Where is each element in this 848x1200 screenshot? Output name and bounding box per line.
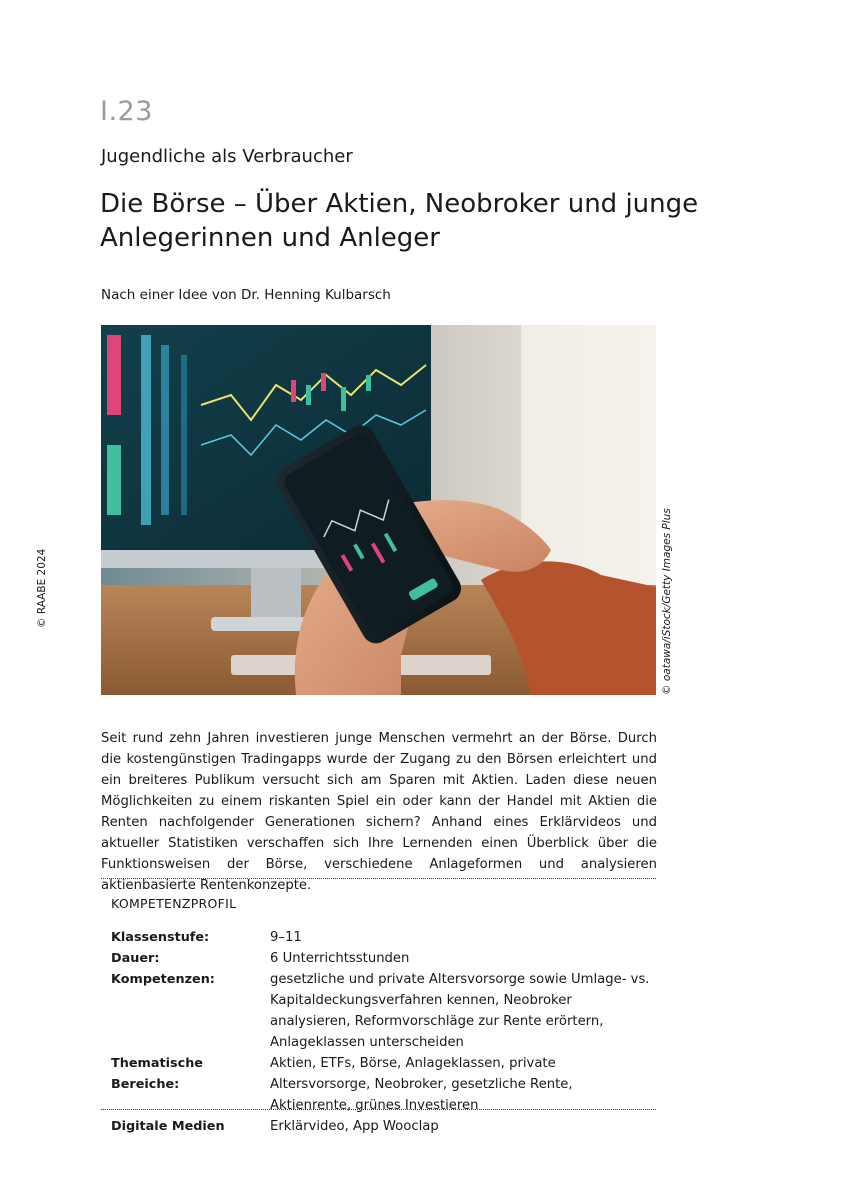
profile-value: 6 Unterrichtsstunden (270, 951, 410, 966)
profile-row-media (111, 1116, 656, 1137)
profile-key: Kompetenzen: (111, 972, 215, 987)
profile-row-competences (111, 969, 656, 1053)
profile-key: Dauer: (111, 951, 160, 966)
profile-value: gesetzliche und private Altersvorsorge sowie Umlage- vs. Kapitaldeckungsverfahren kennen, Neobroker analysieren, Reformvorschläge zur Rente erörtern, Anlageklassen unterscheiden (270, 972, 650, 1050)
image-credit: © oatawa/iStock/Getty Images Plus (661, 508, 673, 695)
profile-key: Klassenstufe: (111, 930, 210, 945)
page-title: Die Börse – Über Aktien, Neobroker und junge Anlegerinnen und Anleger (100, 189, 699, 253)
profile-value: Erklärvideo, App Wooclap (270, 1119, 439, 1134)
series-title: Jugendliche als Verbraucher (101, 146, 353, 167)
profile-value: 9–11 (270, 930, 302, 945)
intro-paragraph: Seit rund zehn Jahren investieren junge Menschen vermehrt an der Börse. Durch die kostengünstigen Tradingapps wurde der Zugang zu den Börsen erleichtert und ein breiteres Publikum versucht sich am Sparen mit Aktien. Laden diese neuen Möglichkeiten zu einem riskanten Spiel ein oder kann der Handel mit Aktien die Renten nachfolgender Generationen sichern? Anhand eines Erklärvideos und aktueller Statistiken verschaffen sich Ihre Lernenden einen Überblick über die Funktionsweisen der Börse, verschiedene Anlageformen und analysieren aktienbasierte Rentenkonzepte. (101, 731, 657, 893)
copyright-notice: © RAABE 2024 (36, 548, 48, 628)
profile-value: Aktien, ETFs, Börse, Anlageklassen, private Altersvorsorge, Neobroker, gesetzliche Rente, Aktienrente, grünes Investieren (270, 1056, 573, 1113)
profile-key: Digitale Medien (111, 1119, 225, 1134)
profile-key: Thematische Bereiche: (111, 1056, 203, 1092)
profile-heading: KOMPETENZPROFIL (111, 896, 237, 911)
profile-row-duration (111, 948, 656, 969)
divider-top (101, 878, 656, 879)
competence-profile (111, 896, 656, 1137)
divider-bottom (101, 1109, 656, 1110)
author-note: Nach einer Idee von Dr. Henning Kulbarsch (101, 287, 391, 303)
profile-row-topics (111, 1053, 656, 1116)
unit-number: I.23 (100, 96, 153, 127)
profile-row-grade (111, 927, 656, 948)
stock-trading-photo (101, 325, 656, 695)
